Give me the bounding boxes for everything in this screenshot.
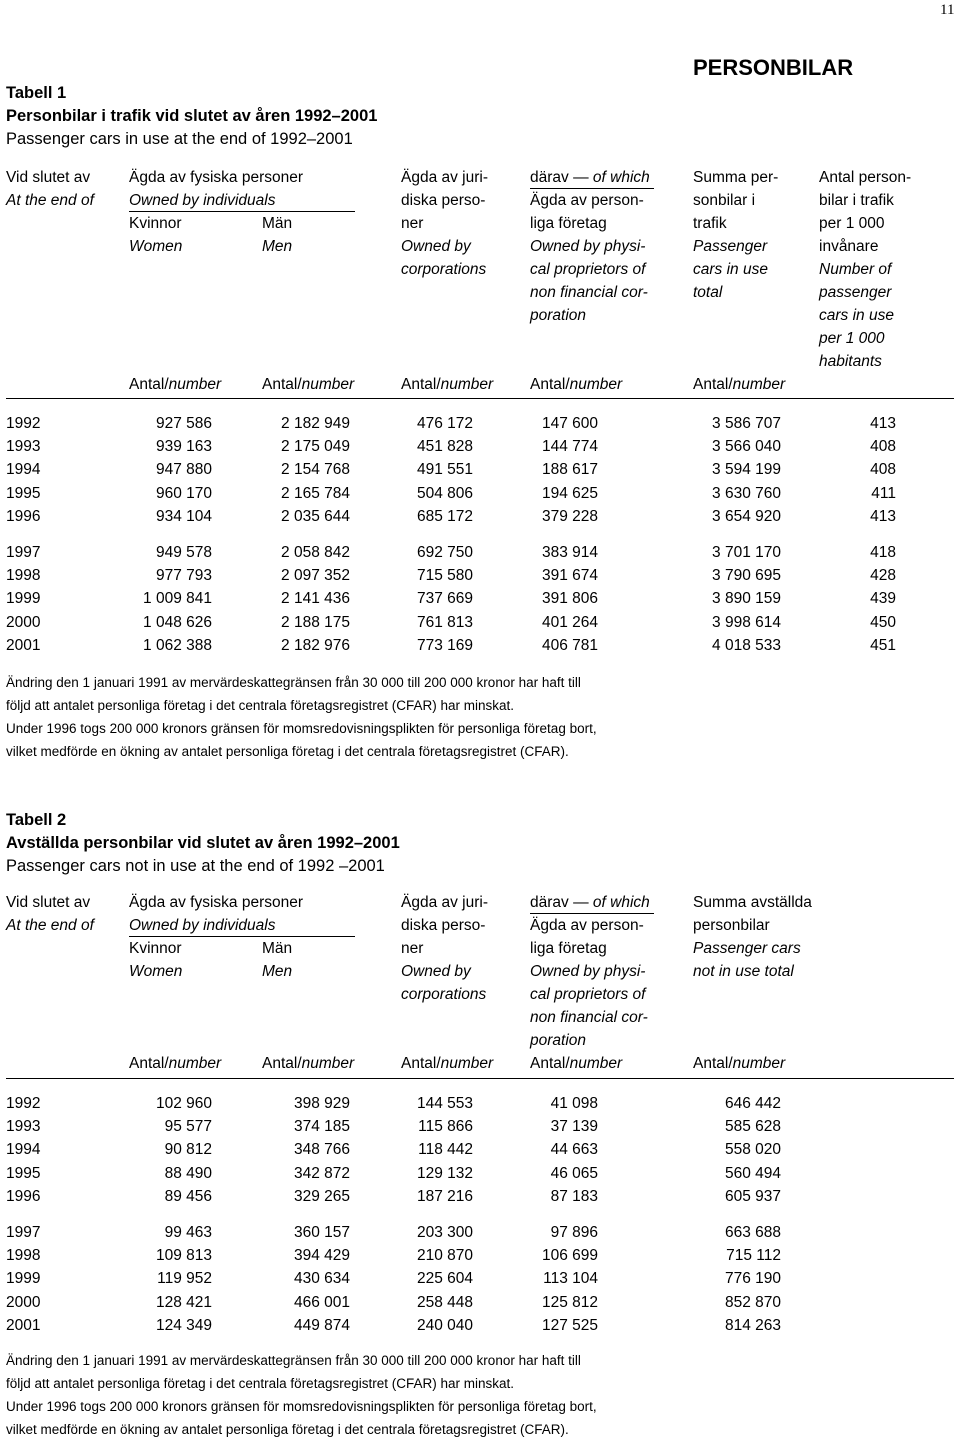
footnote-line: följd att antalet personliga företag i det centrala företagsregistret (CFAR) har minskat. [6,698,514,713]
value-cell: 449 874 [293,1316,350,1334]
table-label: Tabell 1 [6,84,67,102]
value-cell: 87 183 [550,1187,598,1205]
header-total-line-5: cars in use [693,261,768,278]
year-cell: 1996 [6,507,41,525]
unit-label [401,1056,493,1072]
year-cell: 1993 [6,1118,41,1136]
header-total-line-2: personbilar [693,917,770,934]
value-cell: 413 [870,415,896,432]
value-cell: 418 [870,544,896,561]
value-cell: 3 630 760 [712,484,781,502]
unit-sv: Antal/ [693,376,733,393]
value-cell: 144 553 [416,1095,473,1112]
header-corp-line-1: Ägda av juri- [401,169,489,186]
header-per1000-line-1: Antal person- [819,169,912,186]
footnote-line: vilket medförde en ökning av antalet personliga företag i det centrala företagsregistret (CFAR). [6,744,569,759]
header-women-sv: Kvinnor [129,940,182,957]
header-underline [129,211,355,212]
value-cell: 692 750 [416,544,473,561]
header-corp-line-1: Ägda av juri- [401,894,489,911]
value-cell: 1 048 626 [143,613,212,631]
year-cell: 1996 [6,1187,41,1205]
year-cell: 2001 [6,1316,41,1334]
header-corp-line-3: ner [401,215,424,232]
header-women-en: Women [129,963,183,980]
value-cell: 413 [870,507,896,525]
header-of-which [530,170,650,186]
header-prop-line-6: poration [530,307,587,324]
value-cell: 3 790 695 [712,567,781,585]
value-cell: 3 594 199 [712,461,781,479]
value-cell: 2 141 436 [281,590,350,608]
footnote-line: Ändring den 1 januari 1991 av mervärdeskattegränsen från 30 000 till 200 000 kronor har haft till [6,1353,581,1368]
value-cell: 210 870 [416,1247,473,1265]
header-prop-line-2: liga företag [530,940,607,957]
value-cell: 408 [870,438,896,456]
value-cell: 949 578 [155,544,212,561]
header-prop-line-1: Ägda av person- [530,192,644,209]
value-cell: 194 625 [541,484,598,502]
header-corp-line-4: Owned by [401,238,471,255]
footnote-line: följd att antalet personliga företag i det centrala företagsregistret (CFAR) har minskat. [6,1376,514,1391]
value-cell: 3 654 920 [712,507,781,525]
header-prop-line-3: Owned by physi- [530,963,646,980]
header-total-line-1: Summa per- [693,169,779,186]
unit-en: number [732,1055,786,1072]
value-cell: 927 586 [155,415,212,432]
unit-sv: Antal/ [262,376,302,393]
header-owned-individuals-sv: Ägda av fysiska personer [129,169,304,186]
value-cell: 2 175 049 [281,438,350,456]
header-underline [129,936,355,937]
value-cell: 773 169 [416,636,473,654]
year-cell: 1999 [6,1270,41,1288]
header-owned-individuals-en: Owned by individuals [129,192,276,209]
value-cell: 89 456 [164,1187,212,1205]
value-cell: 113 104 [543,1270,598,1288]
value-cell: 374 185 [293,1118,350,1136]
value-cell: 451 828 [416,438,473,456]
value-cell: 106 699 [541,1247,598,1265]
unit-sv: Antal/ [262,1055,302,1072]
unit-sv: Antal/ [530,1055,570,1072]
header-per1000-line-2: bilar i trafik [819,192,894,209]
table-label: Tabell 2 [6,811,67,829]
unit-sv: Antal/ [693,1055,733,1072]
unit-label [129,1056,221,1072]
table-title-sv: Personbilar i trafik vid slutet av åren 1992–2001 [6,107,378,125]
header-underline [530,913,654,914]
unit-en: number [301,1055,355,1072]
value-cell: 977 793 [155,567,212,585]
header-owned-individuals-sv: Ägda av fysiska personer [129,894,304,911]
header-rule [6,398,954,399]
unit-label [262,377,354,393]
header-prop-line-6: poration [530,1032,587,1049]
value-cell: 2 035 644 [281,507,350,525]
value-cell: 41 098 [550,1095,598,1112]
value-cell: 3 890 159 [712,590,781,608]
year-cell: 1995 [6,1164,41,1182]
header-corp-line-4: Owned by [401,963,471,980]
year-cell: 1995 [6,484,41,502]
value-cell: 401 264 [541,613,598,631]
header-of-which-en: of which [592,169,650,186]
header-men-sv: Män [262,940,293,957]
header-prop-line-2: liga företag [530,215,607,232]
year-cell: 1999 [6,590,41,608]
value-cell: 2 097 352 [281,567,350,585]
value-cell: 144 774 [541,438,598,456]
unit-label [129,377,221,393]
section-title: PERSONBILAR [693,55,854,80]
value-cell: 258 448 [416,1293,473,1311]
footnote-line: Under 1996 togs 200 000 kronors gränsen för momsredovisningsplikten för personliga företag bort, [6,721,597,736]
value-cell: 348 766 [293,1141,350,1159]
year-cell: 1997 [6,544,41,561]
unit-en: number [168,1055,222,1072]
value-cell: 2 165 784 [281,484,350,502]
header-year-sv: Vid slutet av [6,169,91,186]
value-cell: 3 998 614 [712,613,781,631]
unit-label [693,377,785,393]
header-underline [530,188,654,189]
unit-label [693,1056,785,1072]
value-cell: 451 [870,636,896,654]
unit-en: number [440,376,494,393]
value-cell: 3 566 040 [712,438,781,456]
value-cell: 439 [870,590,896,608]
value-cell: 129 132 [416,1164,473,1182]
unit-sv: Antal/ [129,376,169,393]
value-cell: 37 139 [550,1118,598,1136]
value-cell: 685 172 [416,507,473,525]
header-per1000-line-7: cars in use [819,307,894,324]
value-cell: 934 104 [155,507,212,525]
year-cell: 2000 [6,613,41,631]
value-cell: 663 688 [724,1224,781,1241]
value-cell: 124 349 [155,1316,212,1334]
unit-en: number [301,376,355,393]
header-of-which [530,895,650,911]
header-prop-line-3: Owned by physi- [530,238,646,255]
value-cell: 44 663 [550,1141,598,1159]
header-men-sv: Män [262,215,293,232]
unit-sv: Antal/ [530,376,570,393]
year-cell: 1997 [6,1224,41,1241]
value-cell: 99 463 [164,1224,212,1241]
table-title-en: Passenger cars not in use at the end of 1992 –2001 [6,857,385,875]
unit-label [530,1056,622,1072]
value-cell: 411 [871,484,896,502]
header-total-line-4: Passenger [693,238,768,255]
value-cell: 391 674 [541,567,598,585]
value-cell: 1 009 841 [143,590,212,608]
value-cell: 187 216 [416,1187,473,1205]
value-cell: 715 112 [726,1247,781,1265]
value-cell: 2 154 768 [281,461,350,479]
year-cell: 2000 [6,1293,41,1311]
header-prop-line-1: Ägda av person- [530,917,644,934]
table-title-en: Passenger cars in use at the end of 1992–2001 [6,130,353,148]
header-per1000-line-5: Number of [819,261,892,278]
value-cell: 939 163 [155,438,212,456]
value-cell: 466 001 [293,1293,350,1311]
value-cell: 776 190 [724,1270,781,1288]
value-cell: 852 870 [724,1293,781,1311]
header-rule [6,1078,954,1079]
value-cell: 127 525 [541,1316,598,1334]
header-prop-line-5: non financial cor- [530,284,648,301]
value-cell: 2 188 175 [281,613,350,631]
value-cell: 814 263 [724,1316,781,1334]
header-year-en: At the end of [6,917,94,934]
value-cell: 560 494 [724,1164,781,1182]
value-cell: 109 813 [155,1247,212,1265]
unit-label [401,377,493,393]
header-men-en: Men [262,963,293,980]
value-cell: 558 020 [724,1141,781,1159]
value-cell: 646 442 [724,1095,781,1112]
value-cell: 125 812 [541,1293,598,1311]
value-cell: 88 490 [164,1164,212,1182]
value-cell: 95 577 [164,1118,212,1136]
value-cell: 408 [870,461,896,479]
value-cell: 203 300 [416,1224,473,1241]
value-cell: 491 551 [416,461,473,479]
year-cell: 2001 [6,636,41,654]
value-cell: 97 896 [550,1224,598,1241]
value-cell: 118 442 [418,1141,473,1159]
header-corp-line-5: corporations [401,261,487,278]
unit-en: number [569,376,623,393]
header-total-line-2: sonbilar i [693,192,756,209]
value-cell: 360 157 [293,1224,350,1241]
value-cell: 119 952 [157,1270,212,1288]
unit-label [262,1056,354,1072]
header-of-which-en: of which [592,894,650,911]
value-cell: 2 058 842 [281,544,350,561]
header-corp-line-2: diska perso- [401,917,486,934]
footnote-line: vilket medförde en ökning av antalet personliga företag i det centrala företagsregistret (CFAR). [6,1422,569,1437]
year-cell: 1993 [6,438,41,456]
header-total-line-3: Passenger cars [693,940,801,957]
value-cell: 188 617 [541,461,598,479]
footnote-line: Under 1996 togs 200 000 kronors gränsen för momsredovisningsplikten för personliga företag bort, [6,1399,597,1414]
value-cell: 1 062 388 [143,636,212,654]
header-prop-line-5: non financial cor- [530,1009,648,1026]
unit-en: number [732,376,786,393]
header-total-line-1: Summa avställda [693,894,812,911]
value-cell: 128 421 [155,1293,212,1311]
value-cell: 476 172 [416,415,473,432]
value-cell: 225 604 [416,1270,473,1288]
value-cell: 383 914 [541,544,598,561]
header-total-line-3: trafik [693,215,727,232]
value-cell: 761 813 [416,613,473,631]
value-cell: 605 937 [724,1187,781,1205]
header-total-line-4: not in use total [693,963,794,980]
header-year-en: At the end of [6,192,94,209]
value-cell: 379 228 [541,507,598,525]
year-cell: 1992 [6,1095,41,1112]
header-per1000-line-4: invånare [819,238,879,255]
header-year-sv: Vid slutet av [6,894,91,911]
header-owned-individuals-en: Owned by individuals [129,917,276,934]
header-corp-line-2: diska perso- [401,192,486,209]
year-cell: 1994 [6,1141,41,1159]
value-cell: 147 600 [541,415,598,432]
footnote-line: Ändring den 1 januari 1991 av mervärdeskattegränsen från 30 000 till 200 000 kronor har haft till [6,675,581,690]
header-per1000-line-6: passenger [819,284,892,301]
value-cell: 947 880 [155,461,212,479]
value-cell: 2 182 976 [281,636,350,654]
value-cell: 90 812 [164,1141,212,1159]
header-per1000-line-8: per 1 000 [819,330,885,347]
value-cell: 391 806 [541,590,598,608]
value-cell: 504 806 [416,484,473,502]
year-cell: 1998 [6,1247,41,1265]
header-corp-line-3: ner [401,940,424,957]
value-cell: 428 [870,567,896,585]
header-women-en: Women [129,238,183,255]
value-cell: 406 781 [541,636,598,654]
unit-en: number [569,1055,623,1072]
value-cell: 398 929 [293,1095,350,1112]
header-men-en: Men [262,238,293,255]
unit-label [530,377,622,393]
header-of-which-sv: därav — [530,894,593,911]
page-number: 11 [940,2,955,18]
unit-en: number [440,1055,494,1072]
value-cell: 430 634 [293,1270,350,1288]
value-cell: 737 669 [416,590,473,608]
value-cell: 715 580 [416,567,473,585]
unit-sv: Antal/ [129,1055,169,1072]
header-corp-line-5: corporations [401,986,487,1003]
year-cell: 1994 [6,461,41,479]
value-cell: 394 429 [293,1247,350,1265]
value-cell: 46 065 [550,1164,598,1182]
value-cell: 115 866 [418,1118,473,1136]
value-cell: 240 040 [416,1316,473,1334]
value-cell: 342 872 [293,1164,350,1182]
unit-sv: Antal/ [401,1055,441,1072]
header-per1000-line-3: per 1 000 [819,215,885,232]
header-per1000-line-9: habitants [819,353,882,370]
header-total-line-6: total [693,284,723,301]
value-cell: 3 701 170 [712,544,781,561]
year-cell: 1992 [6,415,41,432]
value-cell: 102 960 [155,1095,212,1112]
year-cell: 1998 [6,567,41,585]
value-cell: 2 182 949 [281,415,350,432]
value-cell: 3 586 707 [712,415,781,432]
table-title-sv: Avställda personbilar vid slutet av åren 1992–2001 [6,834,400,852]
header-of-which-sv: därav — [530,169,593,186]
value-cell: 960 170 [155,484,212,502]
header-prop-line-4: cal proprietors of [530,261,646,278]
value-cell: 450 [870,613,896,631]
unit-sv: Antal/ [401,376,441,393]
value-cell: 585 628 [724,1118,781,1136]
header-women-sv: Kvinnor [129,215,182,232]
value-cell: 329 265 [293,1187,350,1205]
value-cell: 4 018 533 [712,636,781,654]
header-prop-line-4: cal proprietors of [530,986,646,1003]
unit-en: number [168,376,222,393]
